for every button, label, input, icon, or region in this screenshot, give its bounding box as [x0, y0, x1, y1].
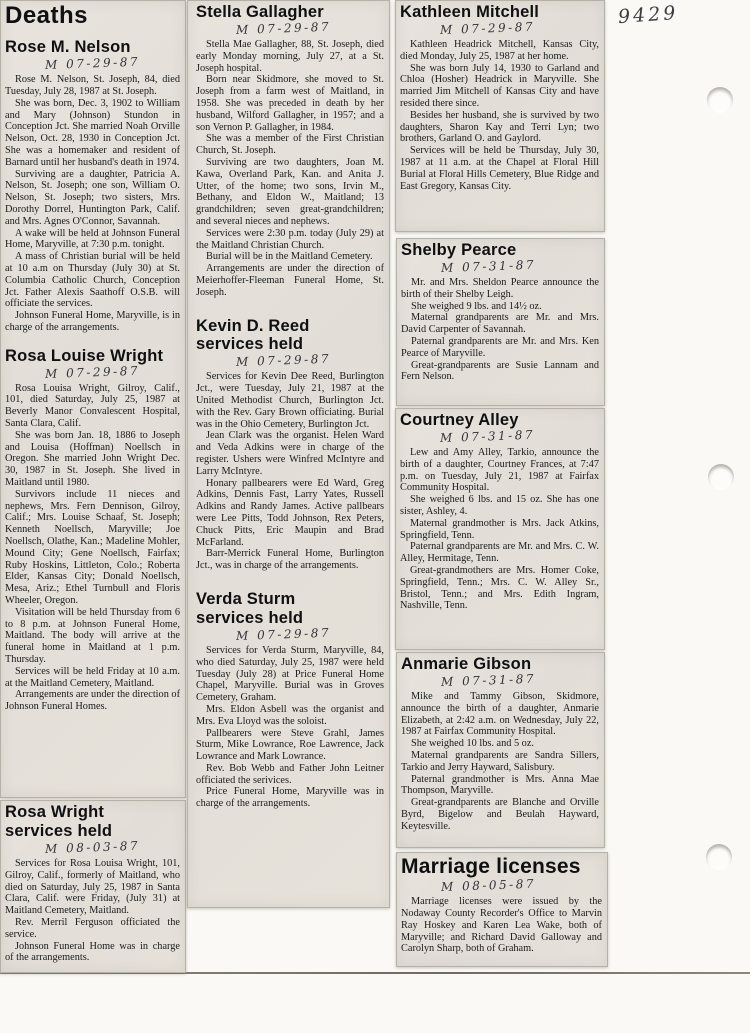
article-headline: Courtney Alley — [400, 411, 519, 429]
article-paragraph: Johnson Funeral Home was in charge of the arrangements. — [5, 940, 180, 964]
article-paragraph: A wake will be held at Johnson Funeral Home, Maryville, at 7:30 p.m. tonight. — [5, 227, 180, 251]
article-paragraph: Great-grandparents are Blanche and Orville Byrd, Bigelow and Beulah Hayward, Keytesville. — [401, 797, 599, 832]
handwritten-catalog-number: 9429 — [617, 1, 680, 29]
article-paragraph: Great-grandmothers are Mrs. Homer Coke, Springfield, Tenn.; Mrs. C. W. Alley Sr., Bristol, Tenn.; and Mrs. Edith Ingram, Nashville, Tenn. — [400, 564, 599, 612]
handwritten-date-annotation: M 07-29-87 — [235, 625, 332, 643]
article-paragraph: Honary pallbearers were Ed Ward, Greg Adkins, Dennis Fast, Larry Yates, Russell Adkins and Randy James. Active pallbears were Lee Pitts, Todd Johnson, Rex Peters, Chuck Pitts, Eric Maupin and Brad McFarland. — [196, 477, 384, 548]
article-paragraph: Rose M. Nelson, St. Joseph, 84, died Tuesday, July 28, 1987 at St. Joseph. — [5, 74, 180, 97]
birth-announcement-shelby-pearce — [401, 241, 599, 383]
article-paragraph: Rosa Louisa Wright, Gilroy, Calif., 101, died Saturday, July 25, 1987 at Beverly Manor Convalescent Hospital, Santa Clara, Calif. — [5, 382, 180, 430]
obituary-rose-m-nelson — [5, 38, 180, 334]
article-subheadline: services held — [196, 608, 304, 627]
article-paragraph: Rev. Merril Ferguson officiated the service. — [5, 916, 180, 940]
article-paragraph: She weighed 9 lbs. and 14½ oz. — [411, 300, 542, 312]
article-kevin-reed-services — [196, 317, 384, 572]
clipping-rosa-wright-services — [0, 800, 186, 973]
article-verda-sturm-services — [196, 590, 384, 810]
article-paragraph: Arrangements are under the direction of Meierhoffer-Fleeman Funeral Home, St. Joseph. — [196, 263, 384, 298]
article-paragraph: She was a member of the First Christian Church, St. Joseph. — [196, 133, 384, 157]
article-rosa-wright-services — [5, 803, 180, 964]
handwritten-date-annotation: M 07-29-87 — [439, 19, 536, 37]
hole-punch — [707, 87, 733, 113]
article-paragraph: She was born July 14, 1930 to Garland and Chloa (Hosher) Headrick in Maryville. She married Jim Mitchell of Kansas City and have resided there since. — [400, 62, 599, 109]
article-paragraph: Maternal grandparents are Mr. and Mrs. David Carpenter of Savannah. — [401, 312, 599, 336]
clipping-marriage-licenses — [396, 852, 608, 967]
article-headline: Marriage licenses — [401, 855, 581, 878]
clipping-deaths-column — [0, 0, 186, 798]
handwritten-date-annotation: M 07-29-87 — [235, 352, 332, 370]
handwritten-date-annotation: M 07-29-87 — [44, 363, 141, 381]
article-paragraph: Lew and Amy Alley, Tarkio, announce the birth of a daughter, Courtney Frances, at 7:47 p.m. on Tuesday, July 21, 1987 at Fairfax Community Hospital. — [400, 446, 599, 494]
article-paragraph: Great-grandparents are Susie Lannam and Fern Nelson. — [401, 359, 599, 383]
article-paragraph: Besides her husband, she is survived by two daughters, Sharon Kay and Terri Lyn; two brothers, Garland O. and Gaylord. — [400, 109, 599, 145]
article-paragraph: She was born, Dec. 3, 1902 to William and Mary (Johnson) Stundon in Conception Jct. She married Noah Orville Nelson, Oct. 28, 1930 in Conception Jct. She was a homemaker and resident of Barnard until her husband's death in 1974. — [5, 97, 180, 168]
article-paragraph: Burial will be in the Maitland Cemetery. — [206, 251, 373, 263]
article-headline: Rosa Louise Wright — [5, 346, 164, 365]
article-paragraph: Services were 2:30 p.m. today (July 29) at the Maitland Christian Church. — [196, 227, 384, 251]
article-paragraph: Maternal grandparents are Sandra Sillers, Tarkio and Jerry Hayward, Salisbury. — [401, 749, 599, 773]
article-paragraph: She weighed 6 lbs. and 15 oz. She has one sister, Ashley, 4. — [400, 494, 599, 517]
article-paragraph: Price Funeral Home, Maryville was in charge of the arrangements. — [196, 786, 384, 810]
article-paragraph: Surviving are two daughters, Joan M. Kawa, Overland Park, Kan. and Anita J. Utter, of the home; two sons, Irvin M., Bethany, and Eldon W., Maitland; 13 grandchildren; seven great-grandchildren; and several nieces and nephews. — [196, 156, 384, 227]
handwritten-date-annotation: M 07-31-87 — [440, 671, 537, 689]
article-paragraph: Paternal grandparents are Mr. and Mrs. C. W. Alley, Hermitage, Tenn. — [400, 541, 599, 565]
article-paragraph: Stella Mae Gallagher, 88, St. Joseph, died early Monday morning, July 27, at a St. Joseph hospital. — [196, 38, 384, 74]
article-headline: Verda Sturm — [196, 589, 296, 608]
article-paragraph: Jean Clark was the organist. Helen Ward and Veda Adkins were in charge of the register. Ushers were Winfred McIntyre and Larry McIntyre. — [196, 430, 384, 477]
article-paragraph: A mass of Christian burial will be held at 10 a.m on Thursday (July 30) at St. Columbia Catholic Church, Conception Jct. Father Alexis Saathoff O.S.B. will officiate the services. — [5, 251, 180, 310]
handwritten-date-annotation: M 07-29-87 — [235, 19, 332, 37]
article-paragraph: Survivors include 11 nieces and nephews, Mrs. Fern Dennison, Gilroy, Calif.; Mrs. Louise Schaaf, St. Joseph; Kenneth Noellsch, Maryville; Joe Noellsch, Olathe, Kan.; Madeline Mohler, Mound City; Gene Noellsch, Fairfax; Ruby Hoskins, Littleton, Colo.; Roberta Elder, Kansas City; Donald Noellsch, Mesa, Ariz.; Ethel Turnbull and Floris Wheeler, Oregon. — [5, 488, 180, 606]
handwritten-date-annotation: M 08-03-87 — [44, 838, 141, 856]
article-paragraph: Pallbearers were Steve Grahl, James Sturm, Mike Lowrance, Roe Lawrence, Jack Lowrance and Mark Lowrance. — [196, 727, 384, 763]
birth-announcement-courtney-alley — [400, 411, 599, 612]
clipping-shelby-pearce — [396, 238, 605, 406]
article-paragraph: Services will be held be Thursday, July 30, 1987 at 11 a.m. at the Chapel at Floral Hill Burial at Floral Hills Cemetery, Blue Ridge and East Gregory, Kansas City. — [400, 145, 599, 192]
clipping-courtney-alley — [395, 408, 605, 650]
clipping-anmarie-gibson — [396, 652, 605, 848]
clipping-kathleen-mitchell — [395, 0, 605, 232]
handwritten-date-annotation: M 07-29-87 — [44, 54, 141, 73]
article-paragraph: Surviving are a daughter, Patricia A. Nelson, St. Joseph; one son, William O. Nelson, St. Joseph; two sisters, Mrs. Dorothy Dorrel, Huntington Park, Calif. and Mrs. Agnes O'Connor, Savannah. — [5, 168, 180, 227]
article-headline: Stella Gallagher — [196, 3, 324, 21]
article-paragraph: Services for Verda Sturm, Maryville, 84, who died Saturday, July 25, 1987 were held Tuesday (July 28) at Price Funeral Home Chapel, Maryville. Burial was in Groves Cemetery, Graham. — [196, 644, 384, 704]
obituary-stella-gallagher — [196, 3, 384, 299]
article-headline: Kevin D. Reed — [196, 316, 310, 335]
hole-punch — [708, 464, 734, 490]
article-paragraph: Paternal grandmother is Mrs. Anna Mae Thompson, Maryville. — [401, 773, 599, 797]
article-paragraph: Barr-Merrick Funeral Home, Burlington Jct., was in charge of the arrangements. — [196, 548, 384, 572]
article-paragraph: Services will be held Friday at 10 a.m. at the Maitland Cemetery, Maitland. — [5, 665, 180, 689]
handwritten-date-annotation: M 07-31-87 — [439, 427, 536, 445]
article-paragraph: Maternal grandmother is Mrs. Jack Atkins, Springfield, Tenn. — [400, 517, 599, 541]
article-paragraph: Visitation will be held Thursday from 6 to 8 p.m. at Johnson Funeral Home, Maitland. The body will arrive at the funeral home in Maitland at 1 p.m. Thursday. — [5, 606, 180, 665]
article-headline: Shelby Pearce — [401, 241, 517, 259]
handwritten-date-annotation: M 08-05-87 — [440, 876, 537, 895]
article-paragraph: She weighed 10 lbs. and 5 oz. — [411, 738, 534, 750]
article-paragraph: Born near Skidmore, she moved to St. Joseph from a farm west of Maitland, in 1958. She was preceded in death by her husband, Wilford Gallagher, in 1957; and a son Vernon P. Gallagher, in 1984. — [196, 74, 384, 133]
article-paragraph: Mike and Tammy Gibson, Skidmore, announce the birth of a daughter, Anmarie Elizabeth, at 2:42 a.m. on Wednesday, July 22, 1987 at Fairfax Community Hospital. — [401, 690, 599, 738]
article-paragraph: Johnson Funeral Home, Maryville, is in charge of the arrangements. — [5, 310, 180, 333]
handwritten-date-annotation: M 07-31-87 — [440, 257, 537, 275]
article-subheadline: services held — [5, 821, 113, 840]
article-paragraph: Kathleen Headrick Mitchell, Kansas City, died Monday, July 25, 1987 at her home. — [400, 38, 599, 62]
article-paragraph: Rev. Bob Webb and Father John Leitner officiated the serivices. — [196, 762, 384, 786]
obituary-kathleen-mitchell — [400, 3, 599, 192]
article-headline: Kathleen Mitchell — [400, 3, 540, 21]
article-paragraph: Mr. and Mrs. Sheldon Pearce announce the birth of their Shelby Leigh. — [401, 276, 599, 300]
article-headline: Rosa Wright — [5, 803, 105, 821]
article-paragraph: Mrs. Eldon Asbell was the organist and Mrs. Eva Lloyd was the soloist. — [196, 703, 384, 727]
birth-announcement-anmarie-gibson — [401, 655, 599, 833]
clipping-column-two — [187, 0, 390, 908]
article-paragraph: She was born Jan. 18, 1886 to Joseph and Louisa (Hoffman) Noellsch in Oregon. She married John Wright Dec. 30, 1987 in St. Joseph. She lived in Maitland until 1980. — [5, 429, 180, 489]
article-paragraph: Marriage licenses were issued by the Nodaway County Recorder's Office to Marvin Ray Hoskey and Karen Lea Wake, both of Maryville; and Richard David Galloway and Carolyn Sharp, both of Graham. — [401, 896, 602, 955]
article-paragraph: Services for Rosa Louisa Wright, 101, Gilroy, Calif., formerly of Maitland, who died on Saturday, July 25, 1987 in Santa Clara, Calif. were Friday, (July 31) at Maitland Cemetery, Maitland. — [5, 857, 180, 917]
section-title-deaths: Deaths — [5, 2, 89, 29]
article-paragraph: Services for Kevin Dee Reed, Burlington Jct., were Tuesday, July 21, 1987 at the United Methodist Church, Burlington Jct. with the Rev. Gary Brown officiating. Burial was in the Ohio Cemetery, Burlington Jct. — [196, 371, 384, 430]
hole-punch — [706, 844, 732, 870]
article-headline: Anmarie Gibson — [401, 655, 532, 673]
article-paragraph: Paternal grandparents are Mr. and Mrs. Ken Pearce of Maryville. — [401, 335, 599, 359]
article-headline: Rose M. Nelson — [5, 38, 131, 57]
article-paragraph: Arrangements are under the direction of Johnson Funeral Homes. — [5, 689, 180, 713]
article-subheadline: services held — [196, 335, 304, 354]
article-marriage-licenses — [401, 855, 602, 955]
obituary-rosa-louise-wright — [5, 347, 180, 713]
